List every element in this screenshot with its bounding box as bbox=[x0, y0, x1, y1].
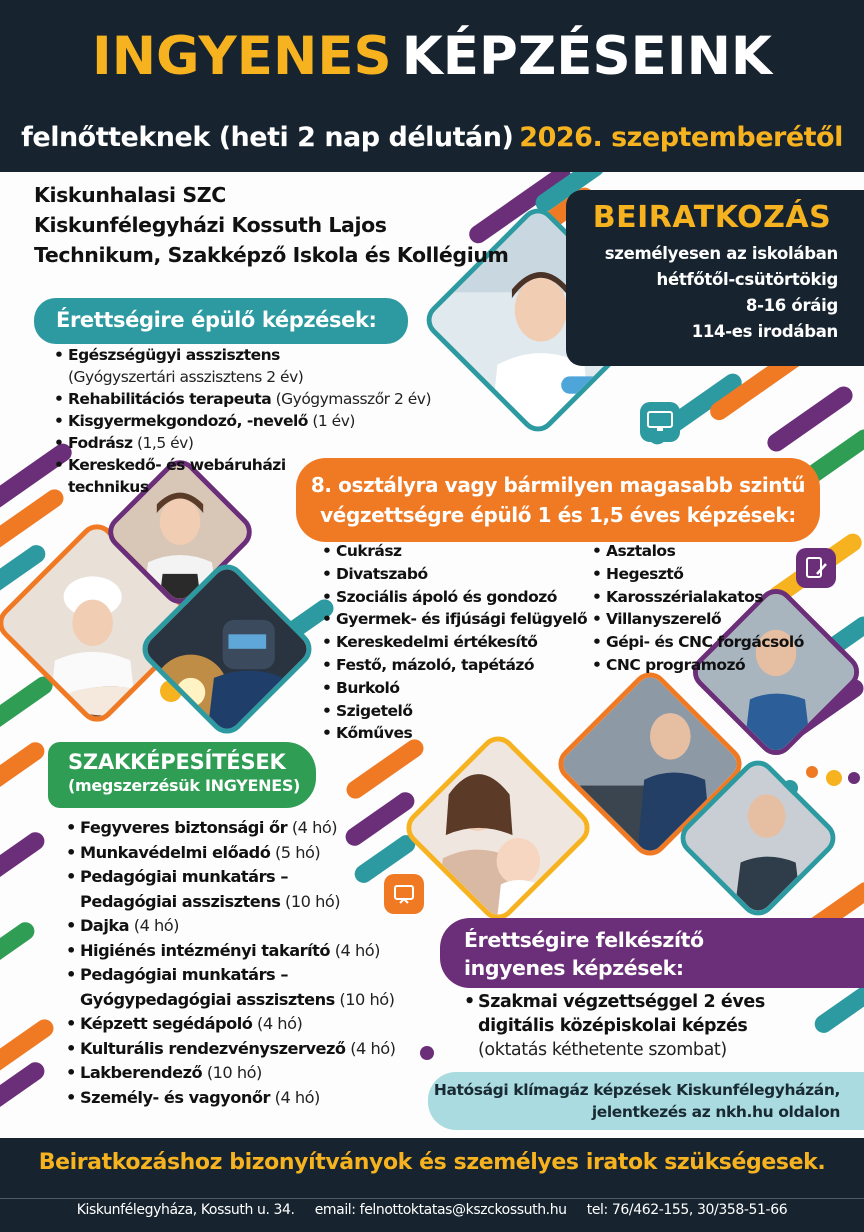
list-item: • Kőműves bbox=[322, 722, 587, 745]
list-item: Pedagógiai asszisztens (10 hó) bbox=[80, 891, 341, 911]
header-banner bbox=[0, 0, 864, 172]
list-item: • Kisgyermekgondozó, -nevelő (1 év) bbox=[54, 410, 431, 432]
section-b-title-line: 8. osztályra vagy bármilyen magasabb szintű bbox=[310, 473, 806, 497]
climate-line: Hatósági klímagáz képzések Kiskunfélegyházán, bbox=[433, 1081, 840, 1099]
list-item: • Egészségügyi asszisztens bbox=[54, 344, 431, 366]
list-item: • Szociális ápoló és gondozó bbox=[322, 586, 587, 609]
list-item: (Gyógyszertári asszisztens 2 év) bbox=[68, 368, 304, 386]
section-c-title bbox=[48, 742, 316, 808]
list-item: • Rehabilitációs terapeuta (Gyógymasszőr 2 év) bbox=[54, 388, 431, 410]
email: email: felnottoktatas@kszckossuth.hu bbox=[314, 1202, 567, 1218]
list-item: • Pedagógiai munkatárs – bbox=[66, 865, 395, 890]
list-item: • Szakmai végzettséggel 2 éves bbox=[464, 990, 765, 1014]
poster-subtitle bbox=[0, 124, 864, 151]
list-item: • Divatszabó bbox=[322, 563, 587, 586]
list-item: • CNC programozó bbox=[592, 654, 804, 677]
climate-gas-notice bbox=[428, 1072, 864, 1130]
section-c-subheading: (megszerzésük INGYENES) bbox=[68, 776, 301, 795]
monitor-icon bbox=[640, 402, 680, 442]
section-a-title: Érettségire épülő képzések: bbox=[34, 298, 408, 344]
list-item: • Gyermek- és ifjúsági felügyelő bbox=[322, 608, 587, 631]
list-item: • Festő, mázoló, tapétázó bbox=[322, 654, 587, 677]
list-item: digitális középiskolai képzés bbox=[478, 1016, 748, 1036]
section-b-title bbox=[296, 458, 820, 542]
list-item: • Fegyveres biztonsági őr (4 hó) bbox=[66, 816, 395, 841]
list-item: • Higiénés intézményi takarító (4 hó) bbox=[66, 939, 395, 964]
enrollment-title: BEIRATKOZÁS bbox=[592, 200, 832, 235]
list-item: • Hegesztő bbox=[592, 563, 804, 586]
climate-line: jelentkezés az nkh.hu oldalon bbox=[591, 1103, 840, 1121]
section-c-list bbox=[66, 816, 395, 1110]
poster-title bbox=[0, 26, 864, 87]
school-line: Technikum, Szakképző Iskola és Kollégium bbox=[34, 243, 509, 267]
list-item: technikus bbox=[68, 478, 149, 496]
title-trainings: KÉPZÉSEINK bbox=[401, 26, 772, 87]
school-line: Kiskunfélegyházi Kossuth Lajos bbox=[34, 213, 387, 237]
section-b-title-line: végzettségre épülő 1 és 1,5 éves képzések: bbox=[320, 503, 796, 527]
list-item: • Pedagógiai munkatárs – bbox=[66, 963, 395, 988]
subtitle-date: 2026. szeptemberétől bbox=[519, 122, 843, 153]
list-item: • Fodrász (1,5 év) bbox=[54, 432, 431, 454]
list-item: • Szigetelő bbox=[322, 700, 587, 723]
list-item: • Cukrász bbox=[322, 540, 587, 563]
enrollment-line: 8-16 óráig bbox=[745, 296, 838, 315]
section-d-title-line: ingyenes képzések: bbox=[464, 956, 684, 980]
list-item: • Asztalos bbox=[592, 540, 804, 563]
list-item: • Személy- és vagyonőr (4 hó) bbox=[66, 1086, 395, 1111]
list-item: Gyógypedagógiai asszisztens (10 hó) bbox=[80, 989, 395, 1009]
list-item: • Képzett segédápoló (4 hó) bbox=[66, 1012, 395, 1037]
enrollment-box bbox=[566, 190, 864, 366]
section-d-title bbox=[440, 918, 864, 988]
enrollment-line: hétfőtől-csütörtökig bbox=[656, 270, 838, 289]
list-item: • Villanyszerelő bbox=[592, 608, 804, 631]
list-item: • Munkavédelmi előadó (5 hó) bbox=[66, 841, 395, 866]
school-name bbox=[34, 180, 544, 270]
list-item: • Kereskedelmi értékesítő bbox=[322, 631, 587, 654]
enrollment-line: személyesen az iskolában bbox=[604, 244, 838, 263]
list-item: • Kulturális rendezvényszervező (4 hó) bbox=[66, 1037, 395, 1062]
section-c-heading: SZAKKÉPESÍTÉSEK bbox=[68, 750, 286, 774]
list-item: • Gépi- és CNC forgácsoló bbox=[592, 631, 804, 654]
title-free: INGYENES bbox=[91, 26, 392, 87]
list-item: • Karosszérialakatos bbox=[592, 586, 804, 609]
enrollment-line: 114-es irodában bbox=[691, 322, 838, 341]
list-item: • Dajka (4 hó) bbox=[66, 914, 395, 939]
list-item: • Burkoló bbox=[322, 677, 587, 700]
subtitle-audience: felnőtteknek (heti 2 nap délután) bbox=[21, 122, 514, 153]
address: Kiskunfélegyháza, Kossuth u. 34. bbox=[76, 1202, 295, 1218]
footer bbox=[0, 1138, 864, 1232]
contact-line bbox=[0, 1202, 864, 1218]
list-item: (oktatás kéthetente szombat) bbox=[478, 1040, 727, 1060]
phone: tel: 76/462-155, 30/358-51-66 bbox=[586, 1202, 788, 1218]
section-b-list-left bbox=[322, 540, 587, 745]
list-item: • Lakberendező (10 hó) bbox=[66, 1061, 395, 1086]
school-line: Kiskunhalasi SZC bbox=[34, 183, 226, 207]
section-b-list-right bbox=[592, 540, 804, 677]
section-d-list bbox=[464, 990, 765, 1062]
list-item: • Kereskedő- és webáruházi bbox=[54, 454, 431, 476]
footer-divider bbox=[0, 1198, 864, 1199]
section-d-title-line: Érettségire felkészítő bbox=[464, 928, 704, 952]
documents-notice: Beiratkozáshoz bizonyítványok és személyes iratok szükségesek. bbox=[38, 1150, 826, 1175]
